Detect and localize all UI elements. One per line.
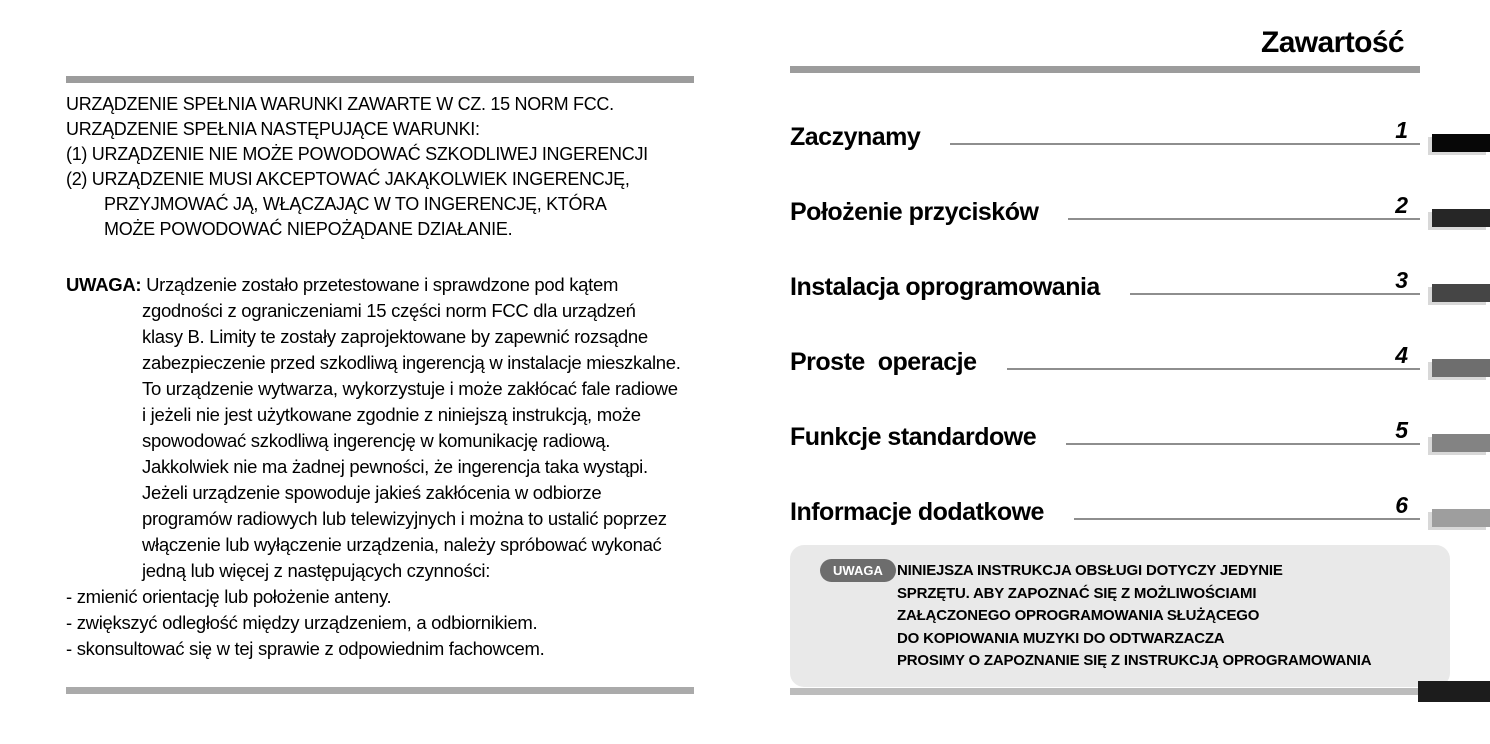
toc-tab-marker: [1432, 209, 1490, 227]
toc-tab-marker: [1432, 134, 1490, 152]
toc-tab-marker: [1432, 359, 1490, 377]
remedy-item: - skonsultować się w tej sprawie z odpowiednim fachowcem.: [66, 638, 545, 659]
toc-leader-line: [1007, 368, 1420, 370]
fcc-statement: [66, 92, 698, 242]
fcc-line: MOŻE POWODOWAĆ NIEPOŻĄDANE DZIAŁANIE.: [104, 219, 513, 239]
uwaga-line: jedną lub więcej z następujących czynności:: [142, 560, 491, 581]
remedy-item: - zwiększyć odległość między urządzeniem, a odbiornikiem.: [66, 612, 538, 633]
contents-page-column: [790, 0, 1490, 687]
fcc-line: (1) URZĄDZENIE NIE MOŻE POWODOWAĆ SZKODLIWEJ INGERENCJI: [66, 144, 648, 164]
fcc-line: PRZYJMOWAĆ JĄ, WŁĄCZAJĄC W TO INGERENCJĘ, KTÓRA: [104, 194, 607, 214]
uwaga-line: i jeżeli nie jest użytkowane zgodnie z niniejszą instrukcją, może: [142, 404, 641, 425]
toc-leader-line: [1068, 218, 1420, 220]
toc-page-number: 6: [1395, 492, 1408, 518]
uwaga-label: UWAGA:: [66, 274, 142, 295]
uwaga-line: zabezpieczenie przed szkodliwą ingerencją w instalacje mieszkalne.: [142, 352, 681, 373]
toc-entry-instalacja-oprogramowania: [790, 268, 1490, 300]
toc-page-number: 5: [1395, 417, 1408, 443]
toc-entry-zaczynamy: [790, 118, 1490, 150]
note-line: ZAŁĄCZONEGO OPROGRAMOWANIA SŁUŻĄCEGO: [897, 607, 1260, 624]
uwaga-line: spowodować szkodliwą ingerencję w komunikację radiową.: [142, 430, 611, 451]
note-line: SPRZĘTU. ABY ZAPOZNAĆ SIĘ Z MOŻLIWOŚCIAMI: [897, 584, 1257, 602]
remedy-item: - zmienić orientację lub położenie anteny.: [66, 586, 392, 607]
toc-tab-marker: [1432, 434, 1490, 452]
note-line: DO KOPIOWANIA MUZYKI DO ODTWARZACZA: [897, 629, 1225, 647]
right-bottom-divider: [790, 688, 1490, 695]
uwaga-first-text: Urządzenie zostało przetestowane i sprawdzone pod kątem: [146, 274, 619, 295]
toc-page-number: 2: [1395, 192, 1408, 218]
fcc-line: URZĄDZENIE SPEŁNIA WARUNKI ZAWARTE W CZ. 15 NORM FCC.: [66, 94, 614, 114]
toc-label: Instalacja oprogramowania: [790, 273, 1100, 301]
uwaga-badge: UWAGA: [820, 559, 896, 582]
toc-tab-marker: [1432, 284, 1490, 302]
toc-tab-marker: [1432, 509, 1490, 527]
toc-leader-line: [1130, 293, 1420, 295]
toc-entry-informacje-dodatkowe: [790, 493, 1490, 525]
uwaga-first-line: [66, 272, 698, 298]
uwaga-line: zgodności z ograniczeniami 15 części norm FCC dla urządzeń: [142, 300, 636, 321]
uwaga-line: programów radiowych lub telewizyjnych i można to ustalić poprzez: [142, 508, 667, 529]
toc-entry-funkcje-standardowe: [790, 418, 1490, 450]
uwaga-line: klasy B. Limity te zostały zaprojektowane by zapewnić rozsądne: [142, 326, 648, 347]
toc-label: Proste operacje: [790, 348, 977, 376]
toc-leader-line: [950, 143, 1420, 145]
toc-page-number: 3: [1395, 267, 1408, 293]
toc-label: Funkcje standardowe: [790, 423, 1037, 451]
remedy-list: [66, 584, 698, 662]
page-corner-marker: [1418, 681, 1490, 702]
uwaga-line: włączenie lub wyłączenie urządzenia, należy spróbować wykonać: [142, 534, 662, 555]
uwaga-line: To urządzenie wytwarza, wykorzystuje i może zakłócać fale radiowe: [142, 378, 678, 399]
note-line: NINIEJSZA INSTRUKCJA OBSŁUGI DOTYCZY JEDYNIE: [897, 562, 1283, 579]
fcc-line: (2) URZĄDZENIE MUSI AKCEPTOWAĆ JAKĄKOLWIEK INGERENCJĘ,: [66, 169, 630, 189]
left-page-column: [66, 0, 698, 662]
uwaga-line: Jakkolwiek nie ma żadnej pewności, że ingerencja taka wystąpi.: [142, 456, 648, 477]
toc-entry-polozenie-przyciskow: [790, 193, 1490, 225]
fcc-line: URZĄDZENIE SPEŁNIA NASTĘPUJĄCE WARUNKI:: [66, 119, 480, 139]
page-title: Zawartość: [1261, 26, 1404, 59]
left-top-divider: [66, 76, 694, 83]
toc-page-number: 1: [1395, 117, 1408, 143]
toc-entry-proste-operacje: [790, 343, 1490, 375]
right-top-divider: [790, 66, 1420, 73]
toc-label: Położenie przycisków: [790, 198, 1039, 226]
note-line: PROSIMY O ZAPOZNANIE SIĘ Z INSTRUKCJĄ OPROGRAMOWANIA: [897, 652, 1372, 669]
toc-leader-line: [1066, 443, 1420, 445]
toc-page-number: 4: [1395, 342, 1408, 368]
toc-label: Informacje dodatkowe: [790, 498, 1044, 526]
toc-leader-line: [1074, 518, 1420, 520]
software-note-box: [790, 545, 1450, 687]
uwaga-line: Jeżeli urządzenie spowoduje jakieś zakłócenia w odbiorze: [142, 482, 602, 503]
left-bottom-divider: [66, 687, 694, 694]
table-of-contents: [790, 118, 1490, 525]
toc-label: Zaczynamy: [790, 123, 921, 151]
uwaga-paragraph: [66, 272, 698, 584]
